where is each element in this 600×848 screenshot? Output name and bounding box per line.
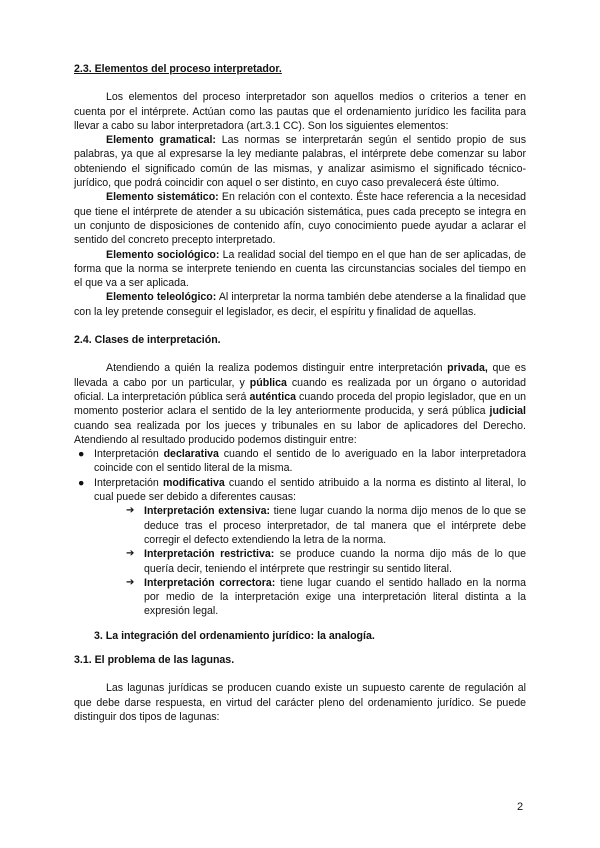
bullet-icon: ● <box>78 476 85 489</box>
bold-term: pública <box>249 376 287 389</box>
section-heading-2-4: 2.4. Clases de interpretación. <box>74 334 221 347</box>
arrow-icon: ➔ <box>126 576 135 588</box>
section-heading-3: 3. La integración del ordenamiento jurídico: la analogía. <box>94 629 375 642</box>
list-item <box>74 504 526 547</box>
text-run: que es llevada a cabo por un particular, y <box>74 362 526 389</box>
bold-term: auténtica <box>249 390 296 403</box>
element-sociologico <box>74 248 526 291</box>
element-text: En relación con el contexto. Éste hace referencia a la necesidad que tiene el intérprete de atender a su ubicación sistemática, pues cada precepto se integra en un conjunto de disposiciones de contenido afín, cuyo conocimiento puede ayudar a aclarar el sentido del concreto precepto interpretado. <box>74 191 526 247</box>
element-gramatical <box>74 133 526 190</box>
section-heading-2-3: 2.3. Elementos del proceso interpretador. <box>74 63 282 75</box>
text-run: Interpretación <box>94 448 164 461</box>
text-run: cuando proceda del propio legislador, que en un momento posterior aclara el sentido de la ley anteriormente producida, y será pública <box>74 390 526 418</box>
bullet-list <box>74 447 526 504</box>
element-text: La realidad social del tiempo en el que han de ser aplicadas, de forma que la norma se interprete teniendo en cuenta las circunstancias sociales del tiempo en el que va a ser aplicada. <box>74 248 527 290</box>
bullet-icon: ● <box>78 448 85 461</box>
bold-term: modificativa <box>162 476 225 489</box>
bold-term: Interpretación extensiva: <box>144 505 271 518</box>
section-heading-3-1: 3.1. El problema de las lagunas. <box>74 653 235 666</box>
page-number: 2 <box>517 801 524 813</box>
paragraph-clases <box>74 361 526 447</box>
arrow-icon: ➔ <box>126 505 135 517</box>
bold-term: Interpretación restrictiva: <box>144 548 275 561</box>
text-run: cuando es realizada por un órgano o autoridad oficial. La interpretación pública será <box>74 376 526 403</box>
element-label: Elemento teleológico: <box>106 291 217 304</box>
text-run: tiene lugar cuando la norma dijo menos de lo que se deduce tras el proceso interpretador, de tal manera que el intérprete debe corregir el defecto extendiendo la letra de la norma. <box>144 505 526 546</box>
text-run: cuando sea realizada por los jueces y tribunales en su labor de aplicadores del Derecho. Atendiendo al resultado producido podemos distinguir entre: <box>74 419 526 446</box>
element-text: Las normas se interpretarán según el sentido propio de sus palabras, ya que al expresarse la ley mediante palabras, el intérprete debe comenzar su labor obteniendo el significado común de las mismas, y analizar asimismo el significado técnico-jurídico, que podrá coincidir con aquel o ser distinto, en cuyo caso prevalecerá éste último. <box>74 134 526 190</box>
text-run: cuando el sentido atribuido a la norma es distinto al literal, lo cual puede ser debido a diferentes causas: <box>94 476 526 504</box>
bold-term: declarativa <box>163 448 219 461</box>
arrow-list <box>74 504 526 618</box>
text-run: se produce cuando la norma dijo más de lo que quería decir, teniendo el intérprete que restringir su sentido literal. <box>144 548 526 575</box>
paragraph-lagunas: Las lagunas jurídicas se producen cuando existe un supuesto carente de regulación al que debe darse respuesta, en virtud del carácter pleno del ordenamiento jurídico. Se puede distinguir dos tipos de lagunas: <box>74 682 526 723</box>
element-label: Elemento sistemático: <box>106 191 219 204</box>
text-run: cuando el sentido de lo averiguado en la labor interpretadora coincide con el sentido literal de la misma. <box>94 448 526 475</box>
text-run: tiene lugar cuando el sentido hallado en la norma por medio de la interpretación exige una interpretación literal distinta a la expresión legal. <box>144 576 527 618</box>
element-label: Elemento sociológico: <box>106 248 220 261</box>
element-sistematico <box>74 190 526 247</box>
text-run: Interpretación <box>94 476 163 489</box>
list-item <box>74 447 526 476</box>
bold-term: Interpretación correctora: <box>144 576 276 589</box>
list-item <box>74 576 526 619</box>
list-item <box>74 476 526 505</box>
document-page <box>74 62 526 724</box>
list-item <box>74 547 526 576</box>
element-label: Elemento gramatical: <box>106 134 216 147</box>
arrow-icon: ➔ <box>126 548 135 560</box>
element-text: Al interpretar la norma también debe atenderse a la finalidad que con la ley pretende conseguir el legislador, es decir, el espíritu y finalidad de aquellas. <box>74 291 526 318</box>
bold-term: privada, <box>447 362 488 375</box>
element-teleologico <box>74 290 526 319</box>
bold-term: judicial <box>489 405 526 418</box>
paragraph-intro: Los elementos del proceso interpretador son aquellos medios o criterios a tener en cuenta por el intérprete. Actúan como las pautas que el ordenamiento jurídico les facilita para llevar a cabo su labor interpretadora (art.3.1 CC). Son los siguientes elementos: <box>74 91 526 132</box>
text-run: Atendiendo a quién la realiza podemos distinguir entre interpretación <box>106 362 448 375</box>
